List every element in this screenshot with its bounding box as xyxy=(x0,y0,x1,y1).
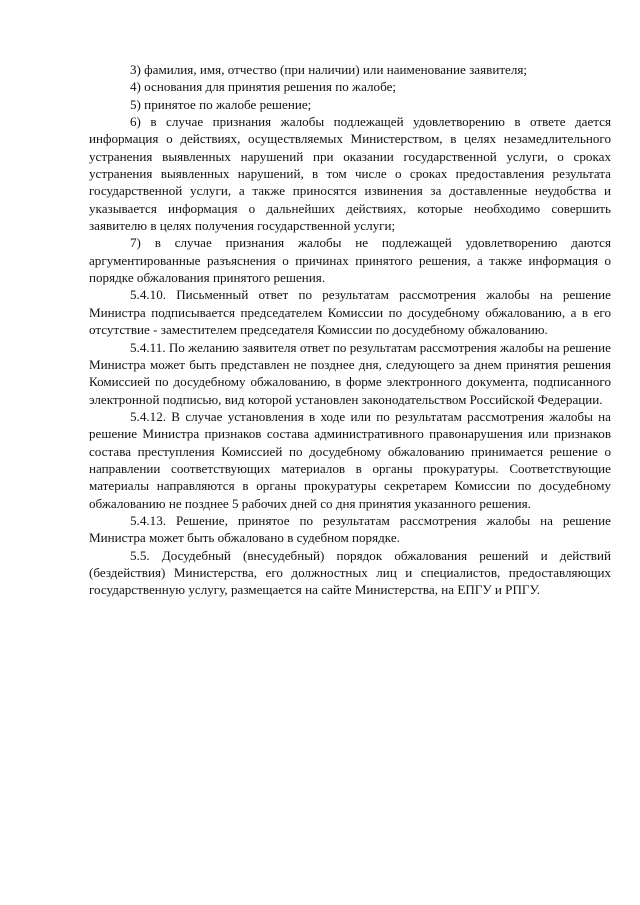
list-item-3: 3) фамилия, имя, отчество (при наличии) или наименование заявителя; xyxy=(130,62,528,77)
list-item-6: 6) в случае признания жалобы подлежащей удовлетворению в ответе дается информация о действиях, осуществляемых Министерством, в целях незамедлительного устранения выявленных нарушений при оказании государственной услуги, о сроках устранения выявленных нарушений, в том числе о сроках предоставления результата государственной услуги, а также приносятся извинения за доставленные неудобства и указывается информация о дальнейших действиях, которые необходимо совершить заявителю в целях получения государственной услуги; xyxy=(89,114,611,234)
list-item-4: 4) основания для принятия решения по жалобе; xyxy=(130,79,397,95)
clause-5-5: 5.5. Досудебный (внесудебный) порядок обжалования решений и действий (бездействия) Министерства, его должностных лиц и специалистов, предоставляющих государственную услугу, размещается на сайте Министерства, на ЕПГУ и РПГУ. xyxy=(89,547,611,598)
clause-5-4-11: 5.4.11. По желанию заявителя ответ по результатам рассмотрения жалобы на решение Министра может быть представлен не позднее дня, следующего за днем принятия решения Комиссией по досудебному обжалованию, в форме электронного документа, подписанного электронной подписью, вид которой установлен законодательством Российской Федерации. xyxy=(89,339,611,407)
clause-5-4-10: 5.4.10. Письменный ответ по результатам рассмотрения жалобы на решение Министра подписывается председателем Комиссии по досудебному обжалованию, а в его отсутствие - заместителем председателя Комиссии по досудебному обжалованию. xyxy=(89,287,611,338)
clause-5-4-13: 5.4.13. Решение, принятое по результатам рассмотрения жалобы на решение Министра может быть обжаловано в судебном порядке. xyxy=(89,512,611,546)
list-item-7: 7) в случае признания жалобы не подлежащей удовлетворению даются аргументированные разъяснения о причинах принятого решения, а также информация о порядке обжалования принятого решения. xyxy=(89,235,611,286)
list-item-5: 5) принятое по жалобе решение; xyxy=(130,96,312,112)
document-page xyxy=(89,61,611,599)
clause-5-4-12: 5.4.12. В случае установления в ходе или по результатам рассмотрения жалобы на решение Министра признаков состава административного правонарушения или признаков состава преступления Комиссией по досудебному обжалованию принимается решение о направлении соответствующих материалов в органы прокуратуры. Соответствующие материалы направляются в органы прокуратуры секретарем Комиссии по досудебному обжалованию не позднее 5 рабочих дней со дня принятия указанного решения. xyxy=(89,408,611,511)
